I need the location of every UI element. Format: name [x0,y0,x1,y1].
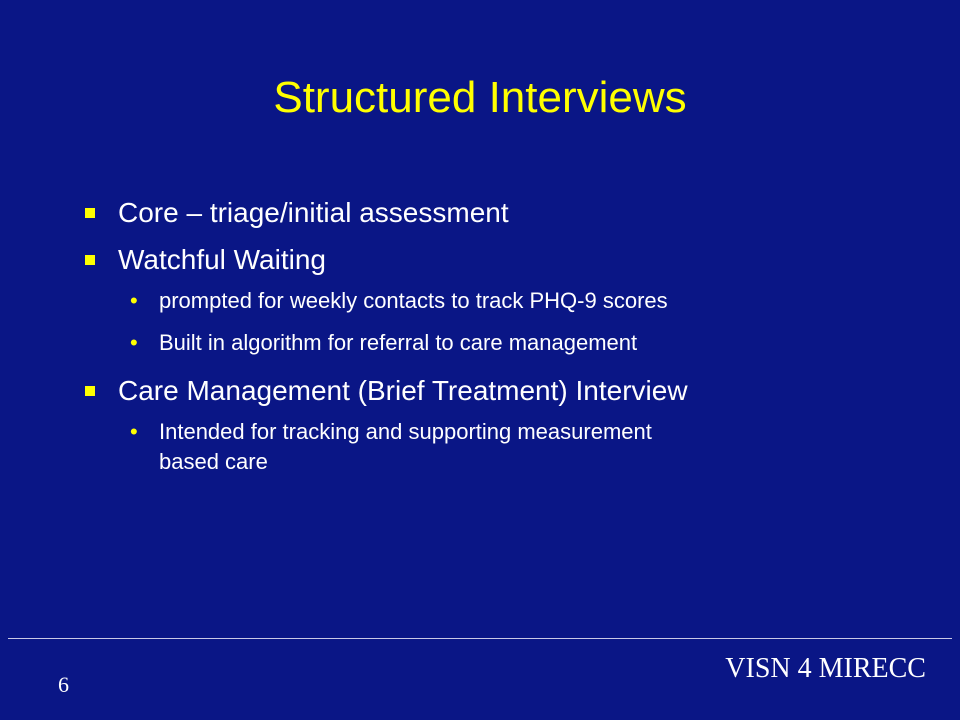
sub-bullet-text: prompted for weekly contacts to track PHQ-9 scores [159,288,668,313]
bullet-text: Care Management (Brief Treatment) Interview [118,375,688,406]
square-bullet-icon [85,386,95,396]
bullet-item [82,370,902,412]
bullet-list [82,192,902,489]
square-bullet-icon [85,255,95,265]
sub-bullet-text: Built in algorithm for referral to care management [159,330,638,355]
slide-title: Structured Interviews [273,73,687,122]
bullet-text: Core – triage/initial assessment [118,197,509,228]
sub-bullet-item [82,328,902,358]
footer-organization: VISN 4 MIRECC [725,653,926,684]
square-bullet-icon [85,208,95,218]
bullet-item [82,239,902,281]
page-number: 6 [58,672,69,697]
bullet-item [82,192,902,234]
dot-bullet-icon: • [130,330,138,355]
dot-bullet-icon: • [130,419,138,444]
sub-bullet-text: Intended for tracking and supporting measurement based care [159,419,652,474]
sub-bullet-item [82,417,902,477]
footer-divider [8,638,952,639]
bullet-text: Watchful Waiting [118,244,326,275]
dot-bullet-icon: • [130,288,138,313]
sub-bullet-item [82,286,902,316]
